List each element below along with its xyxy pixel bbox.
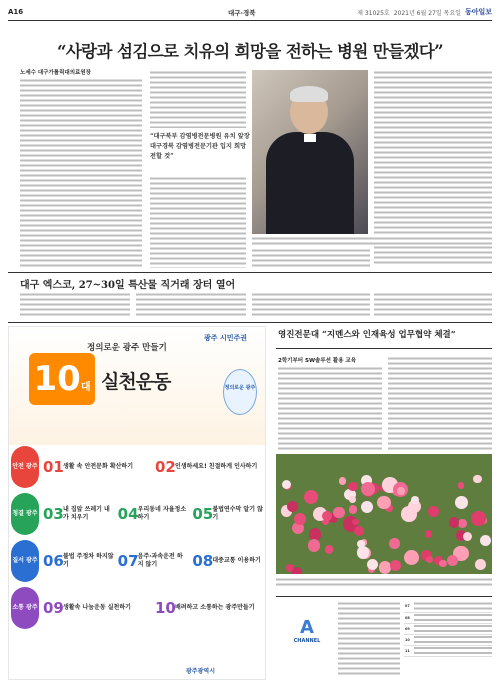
ad-category-label: 안전 광주 — [11, 446, 39, 488]
tv-listing-box — [276, 596, 492, 682]
rose-flower — [292, 567, 302, 574]
photo-figure-collar — [304, 134, 316, 142]
rose-flower — [480, 535, 491, 546]
rose-flower — [349, 505, 358, 514]
ad-rows — [11, 445, 263, 633]
rose-flower — [447, 555, 458, 566]
ad-item — [192, 541, 263, 581]
ad-item — [118, 494, 189, 534]
ad-category-label: 질서 광주 — [11, 540, 39, 582]
rose-flower — [455, 496, 468, 509]
header-rule — [8, 20, 492, 21]
rose-garden-photo — [276, 454, 492, 574]
rose-photo-caption — [276, 577, 492, 587]
ad-item-label: 배려하고 소통하는 광주만들기 — [175, 604, 255, 611]
rose-flower — [325, 545, 334, 554]
ad-banner — [9, 327, 265, 445]
ad-item-label: 대중교통 이용하기 — [212, 557, 261, 564]
article3-body-col2 — [388, 356, 492, 450]
tv-grid-cell — [414, 612, 492, 623]
rose-flower — [349, 496, 356, 503]
ad-item — [43, 447, 151, 487]
article2-body-col3 — [252, 292, 370, 318]
ad-number-suffix: 대 — [80, 382, 91, 393]
newspaper-logo: 동아일보 — [464, 8, 492, 16]
ad-item — [155, 588, 263, 628]
rose-flower — [463, 532, 472, 541]
ad-item-number: 10 — [155, 599, 176, 617]
tv-grid-number: 07 — [404, 601, 414, 612]
tv-channel-logo — [282, 617, 332, 644]
article3-body-col1 — [278, 366, 382, 450]
ad-item-label: 우리동네 자율정소하기 — [137, 506, 187, 521]
issue-number: 제 31025호 — [357, 9, 390, 17]
article-body-col2b — [150, 176, 246, 268]
ad-item-number: 07 — [117, 552, 139, 570]
photo-figure-hair — [290, 86, 328, 102]
tv-grid-number: 10 — [404, 634, 414, 645]
rose-flower — [473, 475, 482, 484]
article-body-col2 — [150, 70, 246, 128]
ad-mascot: 정의로운 광주 — [223, 369, 257, 415]
ad-row-items — [39, 588, 263, 628]
pull-quote: “대구북부 감염병전문병원 유치 앞장 대구경북 감염병전문기관 입지 희망 전할 것” — [150, 133, 250, 160]
rose-flower — [425, 530, 432, 537]
article3-rule — [276, 348, 492, 349]
tv-grid-row — [404, 634, 492, 645]
tv-grid-cell — [414, 623, 492, 634]
ad-item — [118, 541, 189, 581]
ad-item-number: 02 — [155, 458, 176, 476]
ad-item-label: 인생하세요! 친절하게 인사하기 — [175, 463, 258, 470]
ad-slogan: 정의로운 광주 만들기 — [87, 343, 167, 353]
rose-flower — [404, 550, 419, 565]
tv-grid-number: 09 — [404, 623, 414, 634]
ad-row-items — [39, 494, 263, 534]
ad-item-number: 04 — [117, 505, 139, 523]
ad-campaign-title: 실천운동 — [101, 371, 171, 393]
rose-flower — [354, 526, 364, 536]
ad-item-label: 불법 주정차 하지않기 — [63, 553, 114, 568]
ad-item-number: 09 — [43, 599, 64, 617]
tv-grid-row — [404, 645, 492, 656]
tv-grid-number: 08 — [404, 612, 414, 623]
rose-flower — [352, 519, 359, 526]
tv-grid-row — [404, 623, 492, 634]
rose-flower — [449, 517, 459, 527]
article-headline: “사랑과 섬김으로 치유의 희망을 전하는 병원 만들겠다” — [56, 42, 444, 61]
rose-flower — [339, 477, 347, 485]
rose-flower — [357, 546, 370, 559]
article3-title: 영진전문대 “지멘스와 인재육성 업무협약 체결” — [278, 330, 456, 340]
rose-flower — [458, 519, 466, 527]
ad-category-label: 청결 광주 — [11, 493, 39, 535]
tv-logo-mark: A — [300, 617, 314, 638]
ad-item-number: 01 — [43, 458, 64, 476]
ad-row — [11, 492, 263, 536]
tv-grid-cell — [414, 634, 492, 645]
photo-caption — [252, 236, 492, 246]
article-body-col3 — [252, 248, 370, 268]
ad-item — [192, 494, 263, 534]
rose-flower — [390, 560, 401, 571]
section-rule-1 — [8, 272, 492, 273]
issue-date: 2021년 6월 27일 목요일 — [393, 9, 461, 17]
article-byline: 노세수 대구가톨릭대의료원장 — [20, 70, 91, 76]
ad-item-number: 06 — [43, 552, 64, 570]
ad-item-label: 음주·과속운전 하지 않기 — [137, 553, 183, 568]
rose-flower — [348, 482, 358, 492]
rose-flower — [361, 501, 373, 513]
rose-flower — [367, 559, 378, 570]
rose-flower — [439, 560, 446, 567]
ad-number-box — [29, 353, 95, 405]
ad-item-label: 내 집앞 쓰레기 내가 치우기 — [63, 506, 110, 521]
article2-body-col4 — [374, 292, 492, 318]
ad-item-label: 생활속 나눔운동 실천하기 — [63, 604, 131, 611]
campaign-advertisement — [8, 326, 266, 680]
page-number: A16 — [8, 8, 24, 16]
article2-body-col1 — [20, 292, 130, 318]
ad-row — [11, 445, 263, 489]
ad-category-label: 소통 광주 — [11, 587, 39, 629]
rose-flower — [282, 480, 291, 489]
ad-item — [43, 494, 114, 534]
tv-info-text — [338, 601, 400, 675]
tv-grid-cell — [414, 601, 492, 612]
page-header — [8, 6, 492, 18]
ad-item-label: 생활 속 안전문화 확산하기 — [63, 463, 134, 470]
ad-item-label: 불법연수막 알기 않기 — [212, 506, 263, 521]
ad-item-number: 03 — [43, 505, 64, 523]
rose-flower — [428, 506, 439, 517]
tv-logo-text: CHANNEL — [293, 638, 321, 644]
ad-sponsor: 광주광역시 — [186, 668, 215, 675]
rose-flower — [333, 507, 344, 518]
photo-figure-body — [266, 132, 354, 234]
rose-flower — [308, 539, 321, 552]
rose-flower — [401, 506, 417, 522]
article2-title: 대구 엑스코, 27~30일 특산물 직거래 장터 열어 — [20, 280, 236, 291]
ad-row-items — [39, 447, 263, 487]
article3-subtitle: 2학기부터 SW솔루션 활용 교육 — [278, 358, 357, 364]
tv-grid-row — [404, 612, 492, 623]
rose-flower — [389, 538, 399, 548]
ad-row — [11, 539, 263, 583]
ad-item — [43, 588, 151, 628]
rose-flower — [304, 490, 318, 504]
ad-number: 10 — [33, 359, 81, 399]
tv-grid-row — [404, 601, 492, 612]
ad-item-number: 08 — [192, 552, 214, 570]
ad-item-number: 05 — [192, 505, 214, 523]
rose-flower — [458, 482, 465, 489]
rose-flower — [471, 511, 486, 526]
rose-flower — [426, 556, 433, 563]
tv-grid-cell — [414, 645, 492, 656]
rose-flower — [287, 501, 298, 512]
section-name: 대구·경북 — [228, 8, 256, 17]
article2-body-col2 — [136, 292, 246, 318]
interview-photo — [252, 70, 368, 234]
ad-row-items — [39, 541, 263, 581]
rose-flower — [294, 513, 306, 525]
article-body-col1 — [20, 78, 142, 268]
ad-row — [11, 586, 263, 630]
tv-schedule-grid — [404, 601, 492, 657]
ad-item — [43, 541, 114, 581]
rose-flower — [475, 559, 486, 570]
rose-flower — [377, 496, 390, 509]
ad-item — [155, 447, 263, 487]
tv-grid-number: 11 — [404, 645, 414, 656]
section-rule-2 — [8, 322, 492, 323]
header-meta — [357, 7, 492, 17]
ad-badge: 광주 시민주권 — [203, 334, 247, 342]
